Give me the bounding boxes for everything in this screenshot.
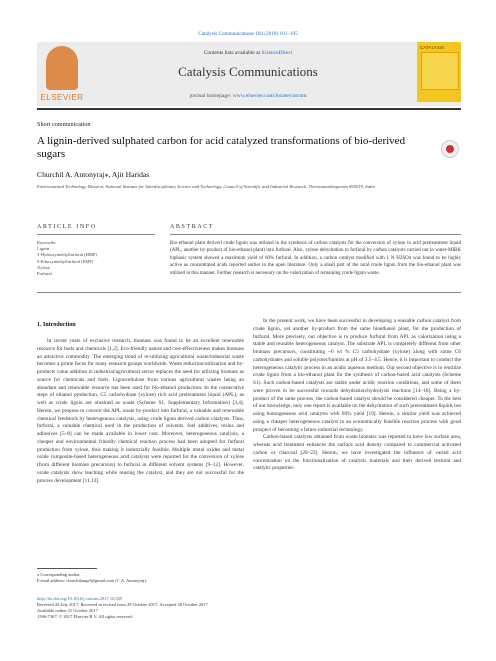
article-title: A lignin-derived sulphated carbon for acid catalyzed transformations of bio-derived sugars xyxy=(37,135,406,160)
intro-right-column xyxy=(253,318,461,473)
abstract-heading: ABSTRACT xyxy=(170,224,215,230)
footnote-rule xyxy=(37,568,97,569)
footnote xyxy=(37,572,244,584)
available-online: Available online 31 October 2017 xyxy=(37,608,98,613)
article-info-rule xyxy=(37,234,155,235)
crossmark-dot xyxy=(446,145,454,153)
affiliation: Environmental Technology Division, National Institute for Interdisciplinary Science and Technology, Council of Scientific and Industrial Research, Thiruvananthapuram 695019, India xyxy=(37,184,375,189)
sciencedirect-link[interactable]: ScienceDirect xyxy=(261,50,293,56)
received-dates: Received 26 July 2017; Received in revised form 29 October 2017; Accepted 30 October 2017 xyxy=(37,602,208,607)
corresponding-author-note: ⁎ Corresponding author. xyxy=(37,572,81,577)
abstract-bottom-rule xyxy=(37,292,461,293)
homepage-link[interactable]: www.elsevier.com/locate/catcom xyxy=(232,93,307,99)
keyword: Xylose xyxy=(37,264,50,270)
keyword: Furfural xyxy=(37,271,52,277)
intro-paragraph: Carbon-based catalysts obtained from waste biomass was reported to have low surface area, whereas acid treatment enhances the surface acid density compared to commercial activated carbon or charcoal [20–22]. Herein, we have investigated the influence of varied acid concentration on the functionalization of catalytic materials and their derived textural and catalytic properties. xyxy=(253,434,461,472)
article-type: Short communication xyxy=(37,121,91,128)
header-rule xyxy=(37,108,461,110)
cover-label: CATALYSIS xyxy=(420,45,445,50)
doi-link[interactable]: http://dx.doi.org/10.1016/j.catcom.2017.10.029 xyxy=(37,596,123,601)
abstract-text: Bio-ethanol plant derived crude lignin was utilized in the synthesis of carbon catalysts for the conversion of xylose in acid pretreatment liquid (APL, another by-product of bio-ethanol plant) into furfural. Also, xylose dehydration to furfural by carbon catalysts carried out in water-MIBK biphasic system showed a maximum yield of 60% furfural. In addition, a carbon catalyst modified with 1 N H2SO4 was found to be highly active as concentrated acids reported earlier in the open literature. Only a small part of the total crude lignin from the bio-ethanol plant was utilized in this manner. Further research is necessary on the valorization of remaining crude lignin waste. xyxy=(170,241,461,276)
intro-paragraph: In the present work, we have been successful in developing a reusable carbon catalyst from crude lignin, yet another by-product from the same bioethanol plant, for the production of furfural. More precisely, our objective is to produce furfural from APL as valorization using a stable and reusable heterogeneous catalyst. The substrate APL is completely different from other biomass precursors, constituting ~6 wt % C5 carbohydrate (xylose) along with some C6 carbohydrates and soluble polymer/humins at pH of 3.5–4.5. Hence, it is important to conduct the heterogeneous catalytic process in an acidic aqueous medium. Our second objective is to reutilize crude lignin from a bio-ethanol plant for the synthesis of carbon-based acid catalysts (Scheme S1). Such carbon-based catalysts are stable under acidic reaction conditions, and some of them were proven to be successful towards dehydration/hydrolysis reactions [14–18]. Being a by-product of the same process, the carbon-based catalyst should be considered cheaper. To the best of our knowledge, only one report is available on the dehydration of such pretreatment liquids but using homogeneous acid catalysts with 60% yield [19]. Herein, a similar yield was achieved using a cheaper heterogeneous catalyst in an economically feasible reaction process with good prospect of becoming a future industrial technology. xyxy=(253,318,461,433)
abstract-rule xyxy=(170,234,461,235)
keyword: 5-Hydroxymethylfurfural (HMF) xyxy=(37,252,97,258)
homepage-prefix: journal homepage: xyxy=(189,93,233,99)
keywords-block xyxy=(37,240,157,277)
journal-title: Catalysis Communications xyxy=(178,64,318,79)
intro-left-column: In recent years of exclusive research, biomass was found to be an excellent renewable resource for fuels and chemicals [1,2]. Eco-friendly nature and cost-effectiveness makes biomass an attractive commodity. The emerging trend of re-utilizing agricultural waste/industrial waste becomes a prime focus for many research groups worldwide. Waste reduction/utilization and by-products value addition in industrial/agricultural sector replaces the need for utilizing biomass as source for chemicals and fuels. Lignocellulose from various agricultural wastes being an abundant and renewable resource has been used for bio-ethanol production. In the consecutive steps of ethanol production, C5 carbohydrate (xylose) rich acid pretreatment liquid (APL), as well as crude lignin are obtained as waste (Scheme S1, Supplementary Information) [3,4]. Herein, we propose to convert the APL waste by-product into furfural, a valuable and renewable chemical feedstock by heterogenous catalysis, using crude lignin derived carbon catalysts. Thus, furfural, a valuable chemical used in the production of solvents, fuel additives, resins and adhesives [5–8] can be made available in lower cost. Moreover, heterogeneous catalysis, a cheaper and environmental friendly chemical reaction process had been adopted for furfural production from xylose, thus making it industrially feasible. Multiple metal oxides and metal oxide composite-based heterogeneous acid catalysts were reported for the conversion of xylose (from different biomass precursors) to furfural in different solvent systems [9–12]. However, oxide catalysts show leaching while reusing the catalyst, and they are not successful for the process development [11,13]. xyxy=(37,338,244,484)
keywords-heading: Keywords: xyxy=(37,240,57,245)
keyword: Lignin xyxy=(37,246,49,252)
keyword: 5-Ethoxymethylfurfural (EMF) xyxy=(37,258,94,264)
crossmark-icon[interactable] xyxy=(441,140,459,158)
author-email[interactable]: E-mail address: churchilangel@gmail.com (C.A. Antonyraj). xyxy=(37,578,147,583)
journal-citation[interactable]: Catalysis Communications 104 (2018) 101–105 xyxy=(198,31,298,37)
authors[interactable]: Churchil A. Antonyraj⁎, Ajit Haridas xyxy=(37,170,150,179)
publication-info xyxy=(37,596,337,620)
copyright: 1566-7367/ © 2017 Elsevier B.V. All rights reserved. xyxy=(37,614,133,619)
contents-prefix: Contents lists available at xyxy=(203,50,262,56)
article-info-heading: ARTICLE INFO xyxy=(37,224,97,230)
section-heading: 1. Introduction xyxy=(37,322,76,328)
cover-image xyxy=(421,52,459,90)
journal-cover[interactable] xyxy=(417,42,461,102)
publisher-name: ELSEVIER xyxy=(40,93,84,102)
